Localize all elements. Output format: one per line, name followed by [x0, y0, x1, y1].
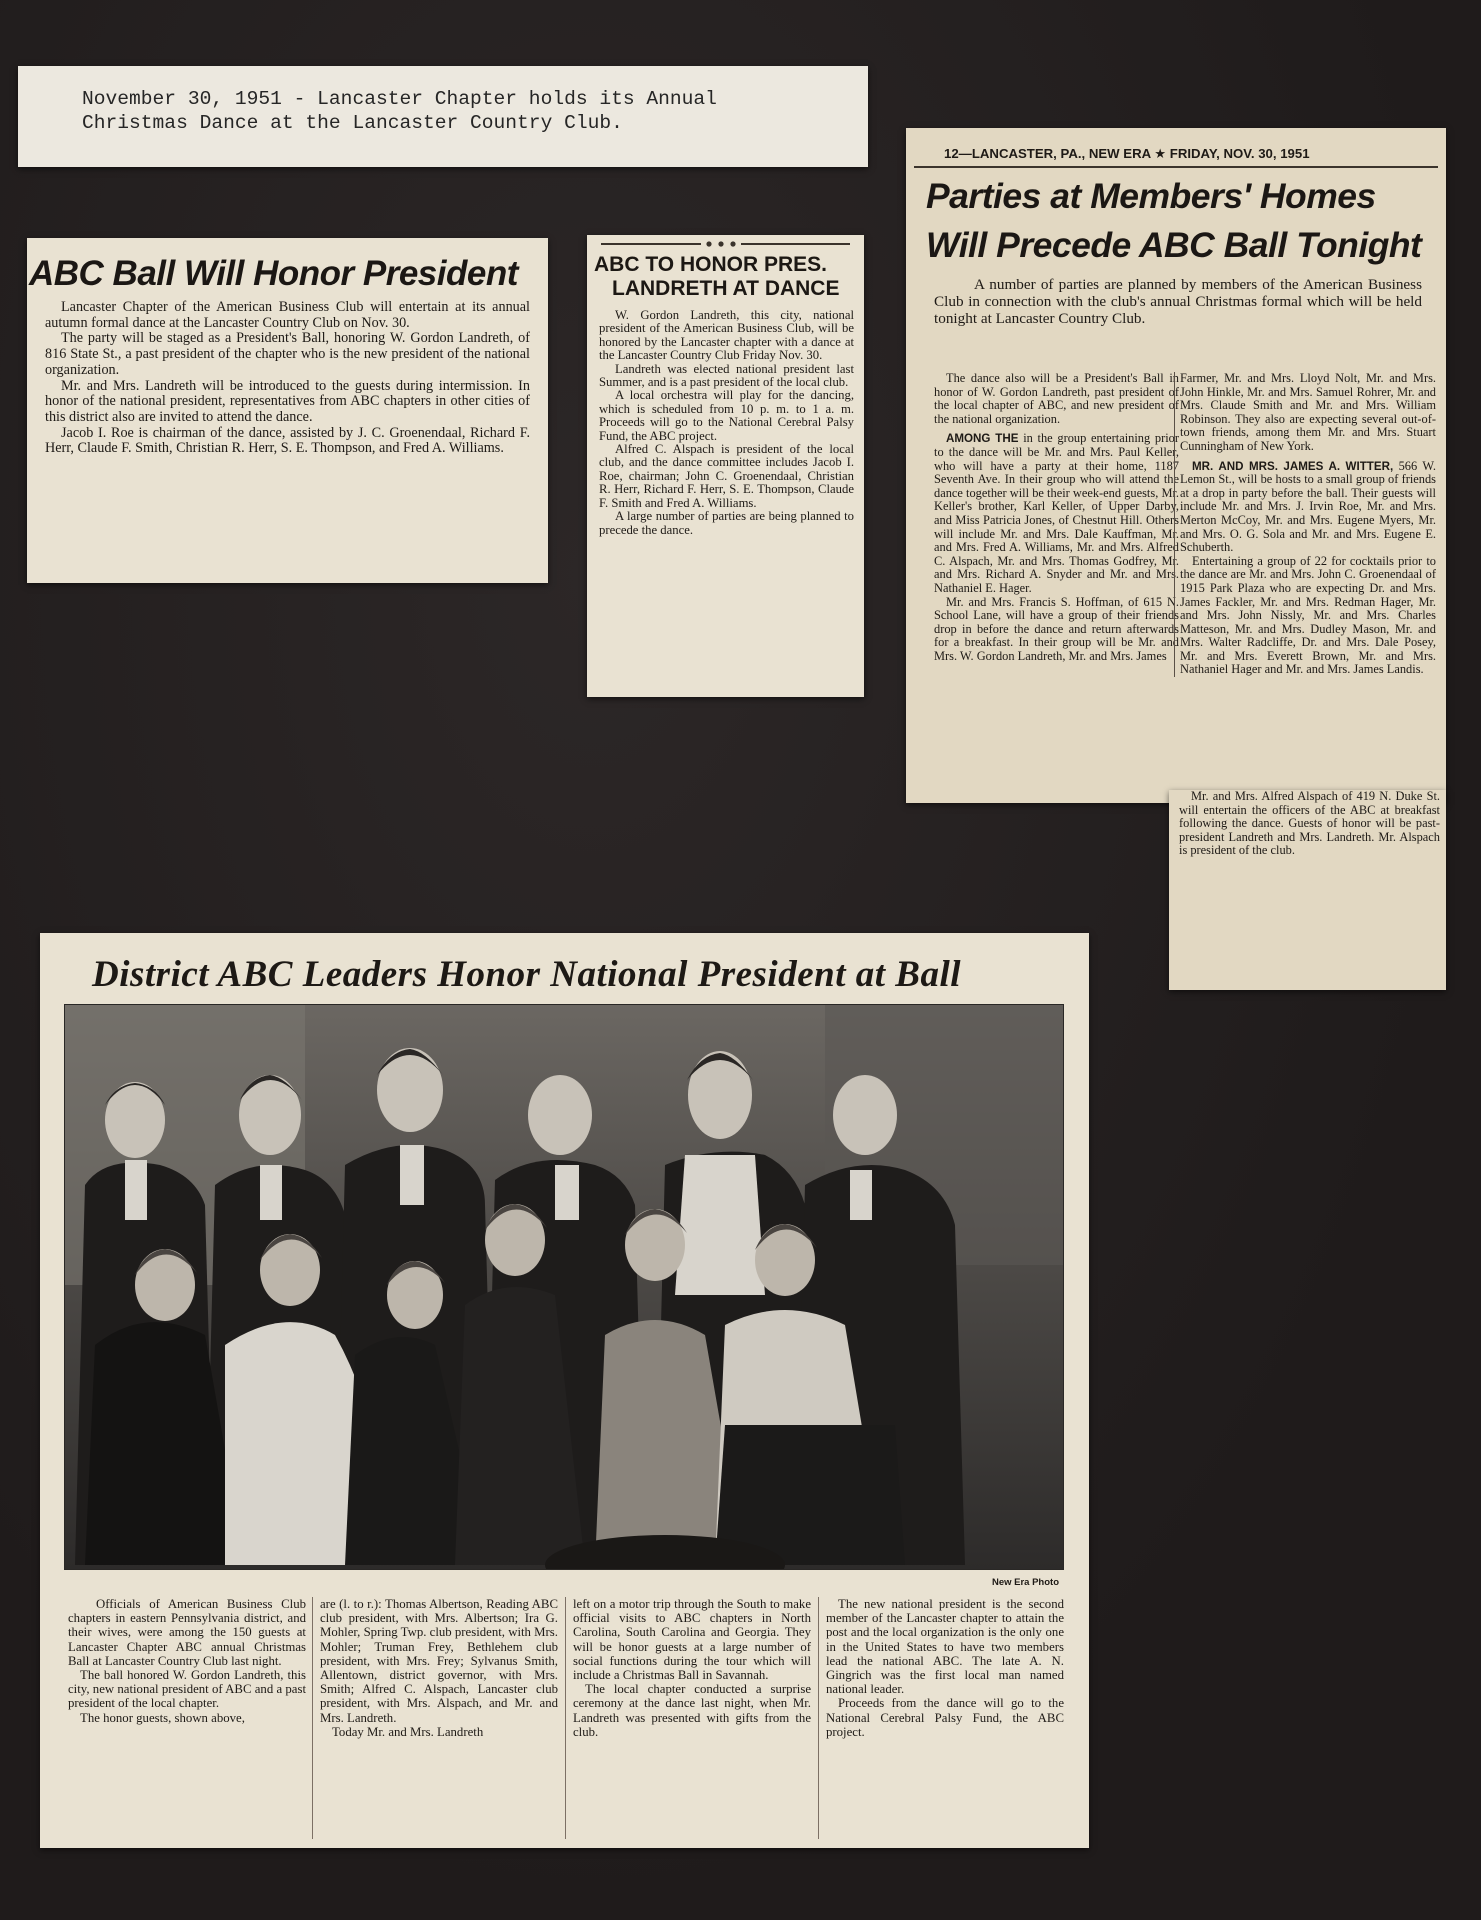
paragraph: The local chapter conducted a surprise ceremony at the dance last night, when Mr. Landreth was presented with gifts from the club.: [573, 1682, 811, 1739]
caption-column-1: [68, 1597, 306, 1725]
right-column-continued: [1169, 790, 1446, 858]
paragraph: The party will be staged as a President's Ball, honoring W. Gordon Landreth, of 816 State St., a past president of the chapter who is the new president of the national organization.: [45, 330, 530, 378]
intro-text: A number of parties are planned by members of the American Business Club in connection with the club's annual Christmas formal which will be held tonight at Lancaster Country Club.: [934, 276, 1422, 327]
article-body: [27, 296, 548, 457]
paragraph: Alfred C. Alspach is president of the local club, and the dance committee includes Jacob I. Roe, chairman; John C. Groenendaal, Christian R. Herr, Richard F. Herr, S. E. Thompson, Claude F. Smith and Fred A. Williams.: [599, 442, 854, 510]
photo-credit: New Era Photo: [991, 1577, 1059, 1588]
paragraph: Farmer, Mr. and Mrs. Lloyd Nolt, Mr. and Mrs. John Hinkle, Mr. and Mrs. Samuel Rohrer, Mr. and Mrs. Claude Smith and Mr. and Mrs. William Robinson. They also are expecting several out-of-town friends, among them Mr. and Mrs. Stuart Cunningham of New York.: [1180, 371, 1436, 453]
caption-line-1: November 30, 1951 - Lancaster Chapter holds its Annual: [82, 88, 717, 110]
column-divider: [312, 1597, 313, 1839]
left-column: [934, 372, 1179, 663]
headline-line-1: ABC TO HONOR PRES.: [594, 253, 827, 276]
headline: ABC Ball Will Honor President: [29, 254, 518, 293]
paragraph: The dance also will be a President's Ball in honor of W. Gordon Landreth, past president of the local chapter of ABC, and new president of the national organization.: [934, 371, 1179, 426]
paragraph: are (l. to r.): Thomas Albertson, Reading ABC club president, with Mrs. Albertson; Ira G. Mohler, Spring Twp. club president, with Mrs. Mohler; Truman Frey, Bethlehem club president, with Mrs. Frey; Sylvanus Smith, Allentown, district governor, with Mrs. Smith; Alfred C. Alspach, Lancaster club president, with Mrs. Alspach, and Mr. and Mrs. Landreth.: [320, 1597, 558, 1725]
dateline: 12—LANCASTER, PA., NEW ERA ★ FRIDAY, NOV. 30, 1951: [914, 128, 1438, 168]
paragraph: Entertaining a group of 22 for cocktails prior to the dance are Mr. and Mrs. John C. Groenendaal of 1915 Park Plaza who are expecting Dr. and Mrs. James Fackler, Mr. and Mrs. Redman Hager, Mr. and Mrs. John Nissly, Mr. and Mrs. Charles Matteson, Mr. and Mrs. Dudley Mason, Mr. and Mrs. Walter Radcliffe, Dr. and Mrs. Dale Posey, Mr. and Mrs. Everett Brown, Mr. and Mrs. Nathaniel Hager and Mr. and Mrs. James Landis.: [1180, 553, 1436, 677]
paragraph: left on a motor trip through the South to make official visits to ABC chapters in North Carolina, South Carolina and Georgia. They will be honor guests at a large number of social functions during the tour which will include a Christmas Ball in Savannah.: [573, 1597, 811, 1683]
intro-paragraph: [906, 270, 1446, 327]
headline: [587, 251, 864, 301]
paragraph: Mr. and Mrs. Alfred Alspach of 419 N. Duke St. will entertain the officers of the ABC at breakfast following the dance. Guests of honor will be past-president Landreth and Mrs. Landreth. Mr. Alspach is president of the club.: [1179, 790, 1440, 858]
paragraph: A large number of parties are being planned to precede the dance.: [599, 509, 854, 537]
clipping-abc-ball-will-honor-president: [27, 238, 548, 583]
paragraph: Lancaster Chapter of the American Business Club will entertain at its annual autumn formal dance at the Lancaster Country Club on Nov. 30.: [45, 299, 530, 331]
paragraph: Officials of American Business Club chapters in eastern Pennsylvania district, and their wives, were among the 150 guests at Lancaster Chapter ABC annual Christmas Ball at Lancaster Country Club last night.: [68, 1597, 306, 1668]
caption-line-2: Christmas Dance at the Lancaster Country Club.: [82, 112, 623, 134]
paragraph: The honor guests, shown above,: [80, 1710, 245, 1725]
headline-line-2: Will Precede ABC Ball Tonight: [926, 225, 1422, 265]
caption-column-2: [320, 1597, 558, 1739]
clipping-parties-continued: [1169, 790, 1446, 990]
group-photo: [64, 1004, 1064, 1570]
caption-column-3: [573, 1597, 811, 1739]
column-divider: [565, 1597, 566, 1839]
clipping-abc-to-honor-landreth: [587, 235, 864, 697]
subhead: MR. AND MRS. JAMES A. WITTER,: [1192, 459, 1394, 473]
paragraph: Today Mr. and Mrs. Landreth: [332, 1724, 484, 1739]
ornament-icon: [701, 240, 741, 248]
paragraph: Mr. and Mrs. Landreth will be introduced to the guests during intermission. In honor of the national president, representatives from ABC chapters in other cities of this district also are invited to attend the dance.: [45, 377, 530, 425]
paragraph-text: in the group entertaining prior to the dance will be Mr. and Mrs. Paul Keller, who will have a party at their home, 1187 Seventh Ave. In their group who will attend the dance together will be their week-end guests, Mr. Keller's brother, Karl Keller, of Upper Darby, and Miss Patricia Jones, of Chestnut Hill. Others will include Mr. and Mrs. Dale Kauffman, Mr. and Mrs. Fred A. Williams, Mr. and Mrs. Alfred C. Alspach, Mr. and Mrs. Thomas Godfrey, Mr. and Mrs. Richard A. Snyder and Mr. and Mrs. Nathaniel E. Hager.: [934, 431, 1179, 595]
column-divider: [818, 1597, 819, 1839]
paragraph: Proceeds from the dance will go to the National Cerebral Palsy Fund, the ABC project.: [826, 1696, 1064, 1739]
subhead: AMONG THE: [946, 432, 1019, 446]
paragraph: The new national president is the second member of the Lancaster chapter to attain the post and the local organization is the only one in the United States to have two members lead the national ABC. The late A. N. Gingrich was the first local man named national leader.: [826, 1597, 1064, 1697]
paragraph-text: 566 W. Lemon St., will be hosts to a small group of friends at a drop in party before the ball. Their guests will include Mr. and Mrs. J. Irvin Roe, Mr. and Mrs. Merton McCoy, Mr. and Mrs. Eugene Myers, Mr. and Mrs. O. G. Sola and Mr. and Mrs. Eugene E. Schuberth.: [1180, 458, 1436, 555]
paragraph: Jacob I. Roe is chairman of the dance, assisted by J. C. Groenendaal, Richard F. Herr, Claude F. Smith, Christian R. Herr, S. E. Thompson, and Fred A. Williams.: [45, 424, 530, 457]
paragraph: [1180, 460, 1436, 555]
typed-caption-strip: [18, 66, 868, 167]
paragraph: Mr. and Mrs. Francis S. Hoffman, of 615 N. School Lane, will have a group of their friends drop in before the dance and return afterwards for a breakfast. In their group will be Mr. and Mrs. W. Gordon Landreth, Mr. and Mrs. James: [934, 594, 1179, 663]
article-body: [587, 301, 864, 537]
clipping-district-leaders-photo: [40, 933, 1089, 1848]
caption-column-4: [826, 1597, 1064, 1739]
headline-line-2: LANDRETH AT DANCE: [612, 277, 840, 300]
clipping-parties-at-members-homes: [906, 128, 1446, 803]
right-column: [1174, 372, 1436, 677]
headline: [906, 168, 1446, 270]
headline: District ABC Leaders Honor National President at Ball: [92, 954, 962, 995]
ornamental-rule: [601, 243, 850, 251]
group-photo-image: [65, 1005, 1063, 1569]
paragraph: The ball honored W. Gordon Landreth, this city, new national president of ABC and a past president of the local chapter.: [68, 1668, 306, 1711]
paragraph: W. Gordon Landreth, this city, national president of the American Business Club, will be honored by the Lancaster chapter with a dance at the Lancaster Country Club Friday Nov. 30.: [599, 308, 854, 363]
paragraph: [934, 432, 1179, 595]
paragraph: A local orchestra will play for the dancing, which is scheduled from 10 p. m. to 1 a. m. Proceeds will go to the National Cerebral Palsy Fund, the ABC project.: [599, 388, 854, 443]
headline-line-1: Parties at Members' Homes: [926, 176, 1376, 216]
paragraph: Landreth was elected national president last Summer, and is a past president of the local club.: [599, 361, 854, 390]
